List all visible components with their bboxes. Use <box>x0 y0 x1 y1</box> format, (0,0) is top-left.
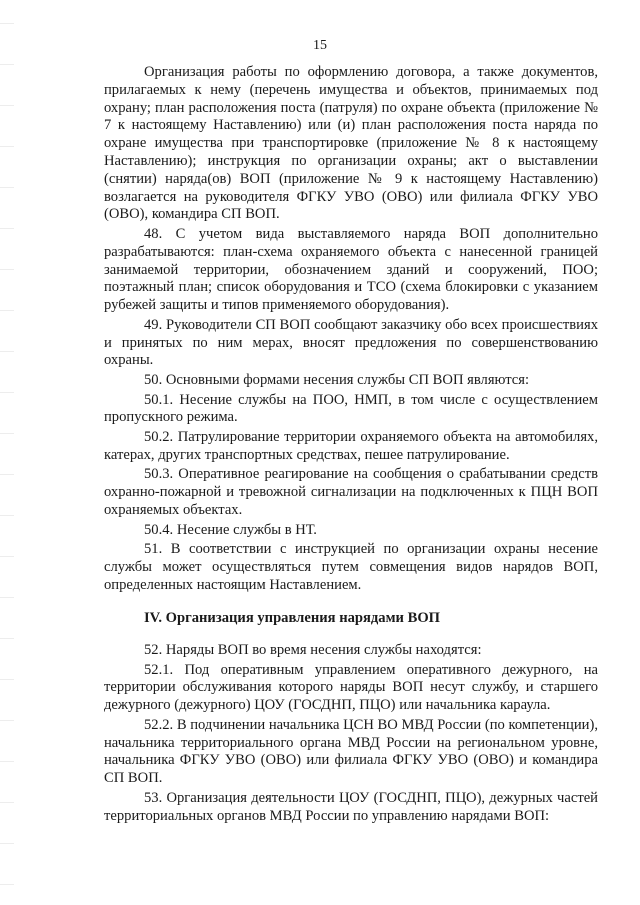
paragraph-49: 49. Руководители СП ВОП сообщают заказчику обо всех происшествиях и принятых по ним мерах, вносят предложения по совершенствованию охраны. <box>104 316 598 369</box>
document-body <box>104 64 598 827</box>
section-heading: IV. Организация управления нарядами ВОП <box>144 610 441 627</box>
page-number: 15 <box>313 38 327 53</box>
paragraph-53: 53. Организация деятельности ЦОУ (ГОСДНП, ПЦО), дежурных частей территориальных органов МВД России по управлению нарядами ВОП: <box>104 789 598 824</box>
paragraph-50-4: 50.4. Несение службы в НТ. <box>144 521 317 538</box>
paragraph-52: 52. Наряды ВОП во время несения службы находятся: <box>144 642 482 659</box>
paragraph-52-2: 52.2. В подчинении начальника ЦСН ВО МВД России (по компетенции), начальника территориального органа МВД России на региональном уровне, начальника ФГКУ УВО (ОВО) или филиала ФГКУ УВО (ОВО) и командира СП ВОП. <box>104 716 598 787</box>
paragraph-50: 50. Основными формами несения службы СП ВОП являются: <box>144 371 530 388</box>
paragraph-contract-organization: Организация работы по оформлению договора, а также документов, прилагаемых к нему (перечень имущества и объектов, принимаемых под охрану; план расположения поста (патруля) по охране объекта (приложение № 7 к настоящему Наставлению) или (и) план расположения поста наряда по охране имущества при транспортировке (приложение № 8 к настоящему Наставлению); инструкция по организации охраны; акт о выставлении (снятии) наряда(ов) ВОП (приложение № 9 к настоящему Наставлению) возлагается на руководителя ФГКУ УВО (ОВО) или филиала ФГКУ УВО (ОВО), командира СП ВОП. <box>104 64 598 223</box>
paragraph-52-1: 52.1. Под оперативным управлением оперативного дежурного, на территории обслуживания которого наряды ВОП несут службу, и старшего дежурного (дежурного) ЦОУ (ГОСДНП, ПЦО) или начальника караула. <box>104 661 598 714</box>
paragraph-50-1: 50.1. Несение службы на ПОО, НМП, в том числе с осуществлением пропускного режима. <box>104 391 598 426</box>
scan-edge-artifact <box>0 0 14 905</box>
paragraph-51: 51. В соответствии с инструкцией по организации охраны несение службы может осуществляться путем совмещения видов нарядов ВОП, определенных настоящим Наставлением. <box>104 541 598 593</box>
section-gap <box>104 596 598 610</box>
paragraph-50-3: 50.3. Оперативное реагирование на сообщения о срабатывании средств охранно-пожарной и тревожной сигнализации на подключенных к ПЦН ВОП охраняемых объектах. <box>104 466 598 518</box>
paragraph-50-2: 50.2. Патрулирование территории охраняемого объекта на автомобилях, катерах, других транспортных средствах, пешее патрулирование. <box>104 428 598 463</box>
paragraph-48: 48. С учетом вида выставляемого наряда ВОП дополнительно разрабатываются: план-схема охраняемого объекта с нанесенной границей занимаемой территории, обозначением зданий и сооружений, ПОО; поэтажный план; список оборудования и ТСО (схема блокировки с указанием рубежей защиты и типов применяемого оборудования). <box>104 225 598 314</box>
section-gap <box>104 628 598 642</box>
